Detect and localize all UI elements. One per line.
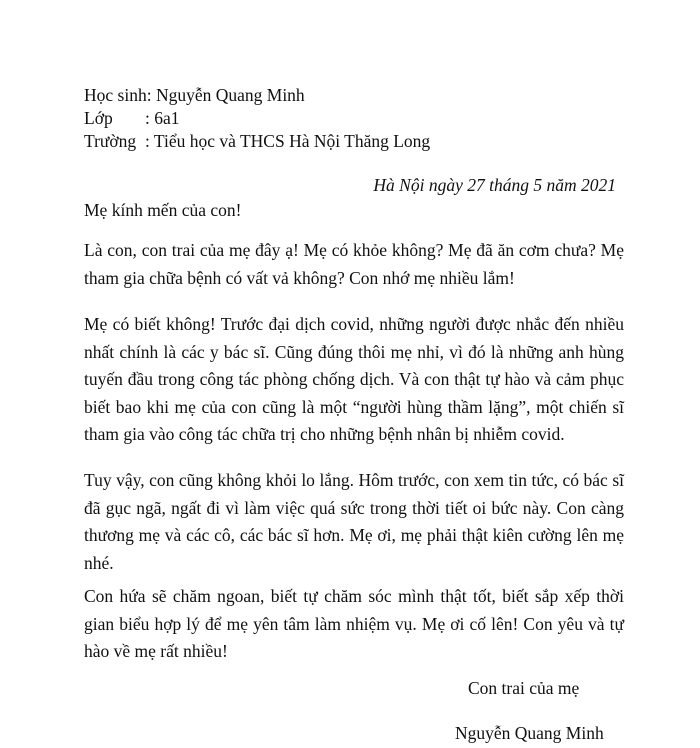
salutation: Mẹ kính mến của con! bbox=[84, 200, 242, 220]
paragraph-3: Tuy vậy, con cũng không khỏi lo lắng. Hôm trước, con xem tin tức, có bác sĩ đã gục ngã, ngất đi vì làm việc quá sức trong thời tiết oi bức này. Con càng thương mẹ và các cô, các bác sĩ hơn. Mẹ ơi, mẹ phải thật kiên cường lên mẹ nhé. bbox=[84, 470, 624, 573]
school-label: Trường bbox=[84, 131, 137, 151]
class-label: Lớp bbox=[84, 108, 113, 128]
student-label: Học sinh: bbox=[84, 85, 152, 105]
paragraph-4: Con hứa sẽ chăm ngoan, biết tự chăm sóc mình thật tốt, biết sắp xếp thời gian biểu hợp lý để mẹ yên tâm làm nhiệm vụ. Mẹ ơi cố lên! Con yêu và tự hào về mẹ rất nhiều! bbox=[84, 586, 624, 662]
class-row bbox=[84, 107, 180, 129]
date-line: Hà Nội ngày 27 tháng 5 năm 2021 bbox=[373, 175, 616, 195]
closing-line: Con trai của mẹ bbox=[468, 678, 580, 698]
class-value: : 6a1 bbox=[145, 108, 180, 128]
student-name: Nguyễn Quang Minh bbox=[155, 85, 305, 105]
student-row bbox=[84, 84, 305, 106]
school-value: : Tiểu học và THCS Hà Nội Thăng Long bbox=[145, 131, 431, 151]
signature: Nguyễn Quang Minh bbox=[455, 723, 604, 743]
paragraph-2: Mẹ có biết không! Trước đại dịch covid, những người được nhắc đến nhiều nhất chính là các y bác sĩ. Cũng đúng thôi mẹ nhỉ, vì đó là những anh hùng tuyến đầu trong công tác phòng chống dịch. Và con thật tự hào và cảm phục biết bao khi mẹ của con cũng là một “người hùng thầm lặng”, một chiến sĩ tham gia vào công tác chữa trị cho những bệnh nhân bị nhiễm covid. bbox=[84, 314, 624, 445]
paragraph-1: Là con, con trai của mẹ đây ạ! Mẹ có khỏe không? Mẹ đã ăn cơm chưa? Mẹ tham gia chữa bệnh có vất vả không? Con nhớ mẹ nhiều lắm! bbox=[84, 240, 624, 288]
school-row bbox=[84, 130, 430, 152]
